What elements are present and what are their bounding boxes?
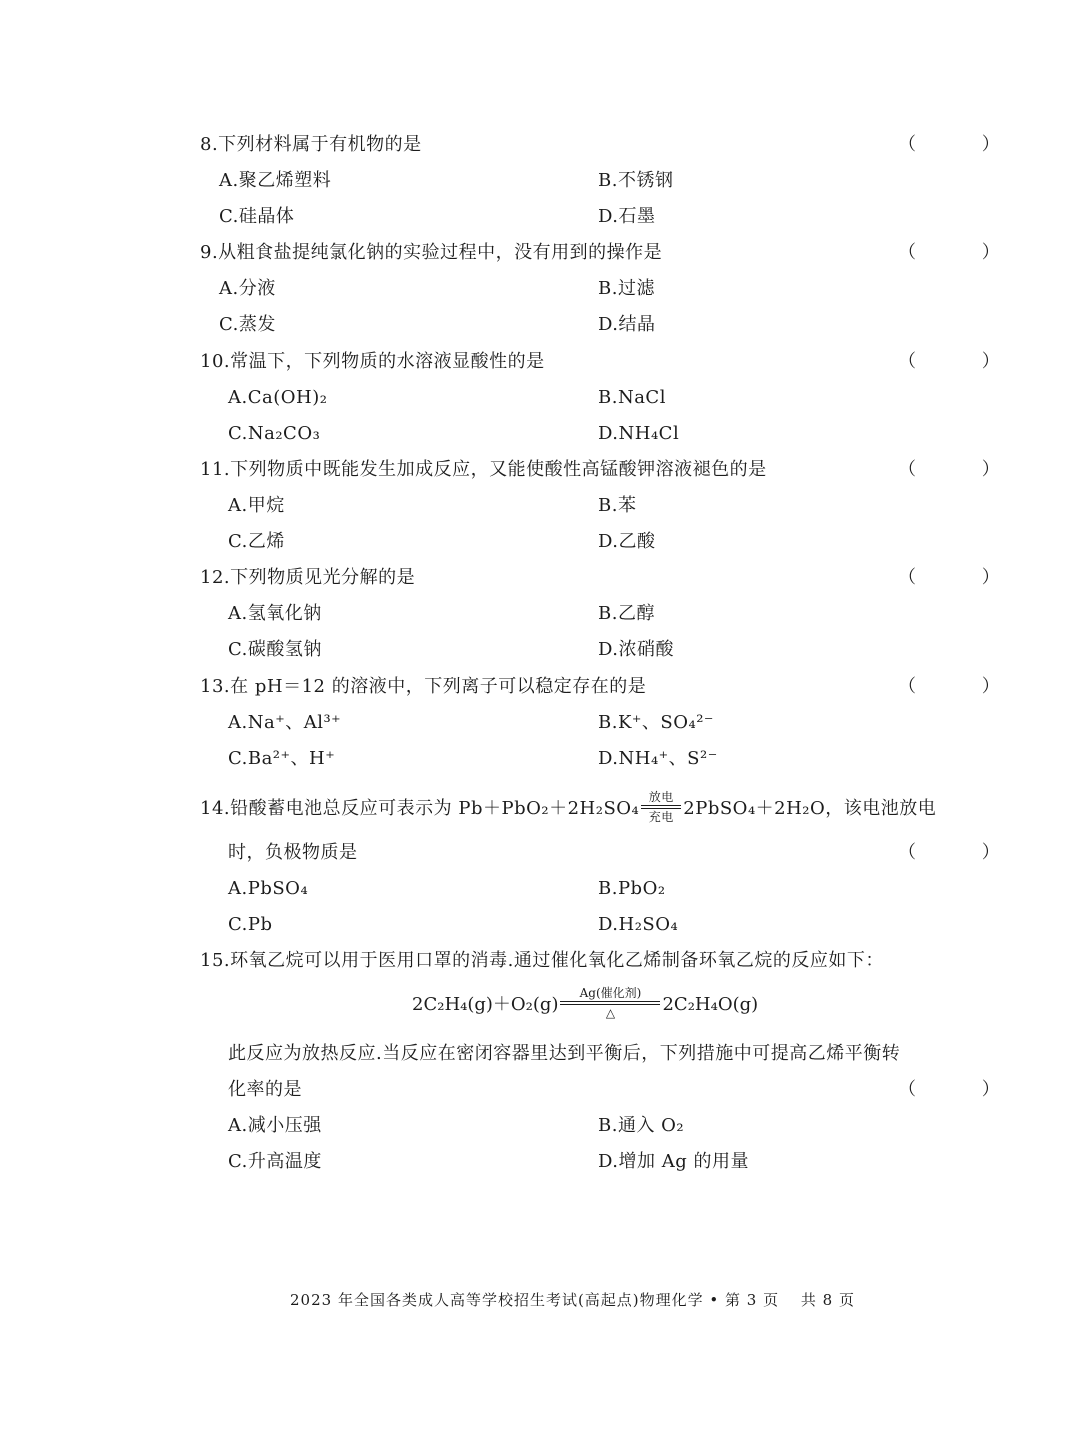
- answer-blank-13: （ ）: [898, 676, 1030, 697]
- answer-blank-8: （ ）: [898, 134, 1030, 155]
- q15-option-d: D.增加 Ag 的用量: [598, 1151, 749, 1172]
- answer-blank-12: （ ）: [898, 567, 1030, 588]
- answer-blank-10: （ ）: [898, 351, 1030, 372]
- q15-eq-left: 2C₂H₄(g)＋O₂(g): [412, 994, 559, 1015]
- q15-equation: [412, 988, 758, 1022]
- q10-option-b: B.NaCl: [598, 387, 666, 408]
- reversible-arrow: [560, 986, 660, 1020]
- answer-blank-15: （ ）: [898, 1079, 1030, 1100]
- q13-option-d: D.NH₄⁺、S²⁻: [598, 748, 718, 769]
- q14-option-b: B.PbO₂: [598, 878, 666, 899]
- q11-option-c: C.乙烯: [228, 531, 285, 552]
- question-11-stem: 11.下列物质中既能发生加成反应，又能使酸性高锰酸钾溶液褪色的是: [200, 459, 767, 480]
- q9-option-d: D.结晶: [598, 314, 656, 335]
- q8-option-a: A.聚乙烯塑料: [219, 170, 332, 191]
- q12-option-d: D.浓硝酸: [598, 639, 675, 660]
- q8-option-b: B.不锈钢: [598, 170, 674, 191]
- q15-option-c: C.升高温度: [228, 1151, 322, 1172]
- q13-option-b: B.K⁺、SO₄²⁻: [598, 712, 714, 733]
- q12-option-c: C.碳酸氢钠: [228, 639, 322, 660]
- double-arrow-icon: [641, 804, 681, 810]
- q14-stem-pre: 14.铅酸蓄电池总反应可表示为 Pb＋PbO₂＋2H₂SO₄: [200, 798, 640, 819]
- q14-option-d: D.H₂SO₄: [598, 914, 679, 935]
- q12-option-a: A.氢氧化钠: [228, 603, 322, 624]
- question-15-line2: 此反应为放热反应.当反应在密闭容器里达到平衡后，下列措施中可提高乙烯平衡转: [228, 1043, 901, 1064]
- answer-blank-11: （ ）: [898, 459, 1030, 480]
- answer-blank-14: （ ）: [898, 842, 1030, 863]
- q10-option-a: A.Ca(OH)₂: [228, 387, 328, 408]
- q11-option-b: B.苯: [598, 495, 637, 516]
- question-15-line3: 化率的是: [228, 1079, 302, 1100]
- q13-option-c: C.Ba²⁺、H⁺: [228, 748, 336, 769]
- question-9-stem: 9.从粗食盐提纯氯化钠的实验过程中，没有用到的操作是: [200, 242, 663, 263]
- q9-option-c: C.蒸发: [219, 314, 276, 335]
- q12-option-b: B.乙醇: [598, 603, 655, 624]
- page-footer: 2023 年全国各类成人高等学校招生考试(高起点)物理化学 • 第 3 页 共 8 页: [290, 1291, 855, 1309]
- reversible-arrow: [641, 790, 681, 824]
- q11-option-a: A.甲烷: [228, 495, 285, 516]
- question-13-stem: 13.在 pH＝12 的溶液中，下列离子可以稳定存在的是: [200, 676, 647, 697]
- question-8-stem: 8.下列材料属于有机物的是: [200, 134, 422, 155]
- question-12-stem: 12.下列物质见光分解的是: [200, 567, 416, 588]
- q15-option-b: B.通入 O₂: [598, 1115, 685, 1136]
- q9-option-b: B.过滤: [598, 278, 655, 299]
- question-14-stem: [200, 792, 936, 826]
- q15-eq-right: 2C₂H₄O(g): [662, 994, 759, 1015]
- q14-option-a: A.PbSO₄: [228, 878, 309, 899]
- q14-arrow-top-label: 放电: [648, 790, 674, 804]
- q15-option-a: A.减小压强: [228, 1115, 322, 1136]
- q15-arrow-bottom-label: △: [605, 1006, 616, 1020]
- q8-option-d: D.石墨: [598, 206, 656, 227]
- question-14-stem-line2: 时，负极物质是: [228, 842, 358, 863]
- q9-option-a: A.分液: [219, 278, 276, 299]
- q10-option-d: D.NH₄Cl: [598, 423, 680, 444]
- q10-option-c: C.Na₂CO₃: [228, 423, 321, 444]
- q14-option-c: C.Pb: [228, 914, 273, 935]
- q15-arrow-top-label: Ag(催化剂): [579, 986, 642, 1000]
- q11-option-d: D.乙酸: [598, 531, 656, 552]
- q8-option-c: C.硅晶体: [219, 206, 295, 227]
- answer-blank-9: （ ）: [898, 242, 1030, 263]
- double-arrow-icon: [560, 1000, 660, 1006]
- question-10-stem: 10.常温下，下列物质的水溶液显酸性的是: [200, 351, 545, 372]
- q14-stem-post: 2PbSO₄＋2H₂O，该电池放电: [683, 798, 937, 819]
- question-15-stem: 15.环氧乙烷可以用于医用口罩的消毒.通过催化氧化乙烯制备环氧乙烷的反应如下：: [200, 950, 884, 971]
- q14-arrow-bottom-label: 充电: [648, 810, 674, 824]
- q13-option-a: A.Na⁺、Al³⁺: [228, 712, 342, 733]
